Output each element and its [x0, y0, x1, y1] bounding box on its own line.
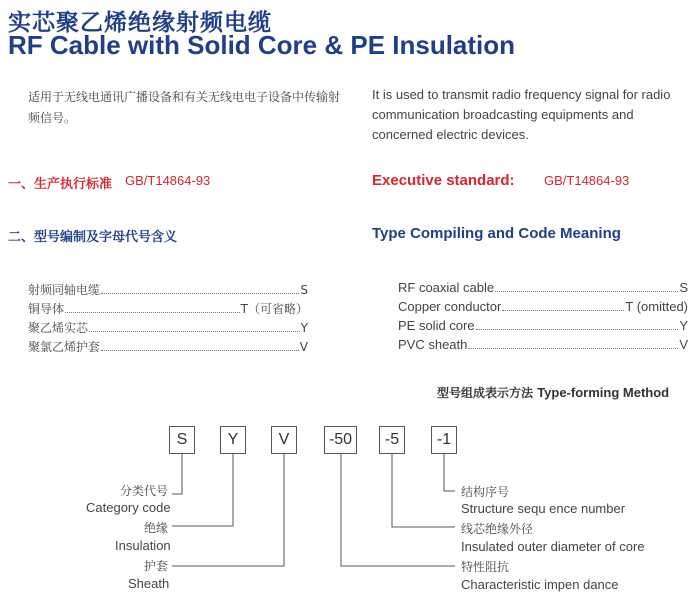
- code-name: PVC sheath: [398, 337, 468, 352]
- standard-label-chinese: 一、生产执行标准: [8, 177, 113, 192]
- code-box-core-diameter: -5: [379, 426, 405, 454]
- connector-impedance: [341, 454, 455, 566]
- code-name: 聚氯乙烯护套: [28, 340, 101, 354]
- code-box-y: Y: [220, 426, 246, 454]
- description-english: It is used to transmit radio frequency signal for radio communication broadcasting equipments and concerned electric devices.: [372, 87, 671, 142]
- label-impedance-en: Characteristic impen dance: [461, 577, 619, 592]
- connector-structure: [444, 454, 455, 491]
- description-chinese: 适用于无线电通讯广播设备和有关无线电电子设备中传输射频信号。: [28, 90, 341, 125]
- standard-label-english: Executive standard:: [372, 172, 515, 189]
- code-name: Copper conductor: [398, 299, 502, 314]
- label-sheath-en: Sheath: [128, 576, 170, 591]
- label-category-cn: 分类代号: [120, 484, 169, 498]
- connector-insulation: [172, 454, 233, 526]
- connector-sheath: [172, 454, 284, 566]
- code-letter: V: [679, 337, 688, 352]
- type-section-heading-chinese: 二、型号编制及字母代号含义: [8, 230, 178, 245]
- code-name: PE solid core: [398, 318, 475, 333]
- label-impedance-cn: 特性阻抗: [461, 560, 510, 574]
- code-letter: V: [299, 340, 308, 354]
- label-insulation-en: Insulation: [115, 538, 171, 553]
- code-letter: Y: [679, 318, 688, 333]
- code-letter: Y: [300, 321, 308, 335]
- code-letter: T（可省略）: [240, 302, 308, 316]
- code-name: 铜导体: [28, 302, 65, 316]
- label-insulation-cn: 绝缘: [144, 521, 169, 535]
- connector-category: [172, 454, 182, 494]
- method-label-english: Type-forming Method: [537, 385, 670, 400]
- code-letter: S: [679, 280, 688, 295]
- standard-value-english: GB/T14864-93: [544, 173, 630, 188]
- title-chinese: 实芯聚乙烯绝缘射频电缆: [8, 10, 272, 36]
- code-name: 射频同轴电缆: [28, 283, 101, 297]
- label-core-diameter-en: Insulated outer diameter of core: [461, 539, 645, 554]
- label-structure-en: Structure sequ ence number: [461, 501, 626, 516]
- label-structure-cn: 结构序号: [461, 485, 510, 499]
- code-name: RF coaxial cable: [398, 280, 495, 295]
- code-letter: S: [300, 283, 308, 297]
- title-english: RF Cable with Solid Core & PE Insulation: [8, 30, 516, 60]
- type-section-heading-english: Type Compiling and Code Meaning: [372, 225, 621, 242]
- standard-value-chinese: GB/T14864-93: [125, 173, 211, 188]
- code-box-s: S: [169, 426, 195, 454]
- code-box-v: V: [271, 426, 297, 454]
- label-core-diameter-cn: 线芯绝缘外径: [461, 522, 534, 536]
- method-label-chinese: 型号组成表示方法: [437, 386, 534, 400]
- code-name: 聚乙烯实芯: [28, 321, 89, 335]
- code-box-structure: -1: [431, 426, 457, 454]
- code-box-impedance: -50: [324, 426, 357, 454]
- code-letter: T (omitted): [625, 299, 688, 314]
- label-sheath-cn: 护套: [144, 559, 169, 573]
- label-category-en: Category code: [86, 500, 171, 515]
